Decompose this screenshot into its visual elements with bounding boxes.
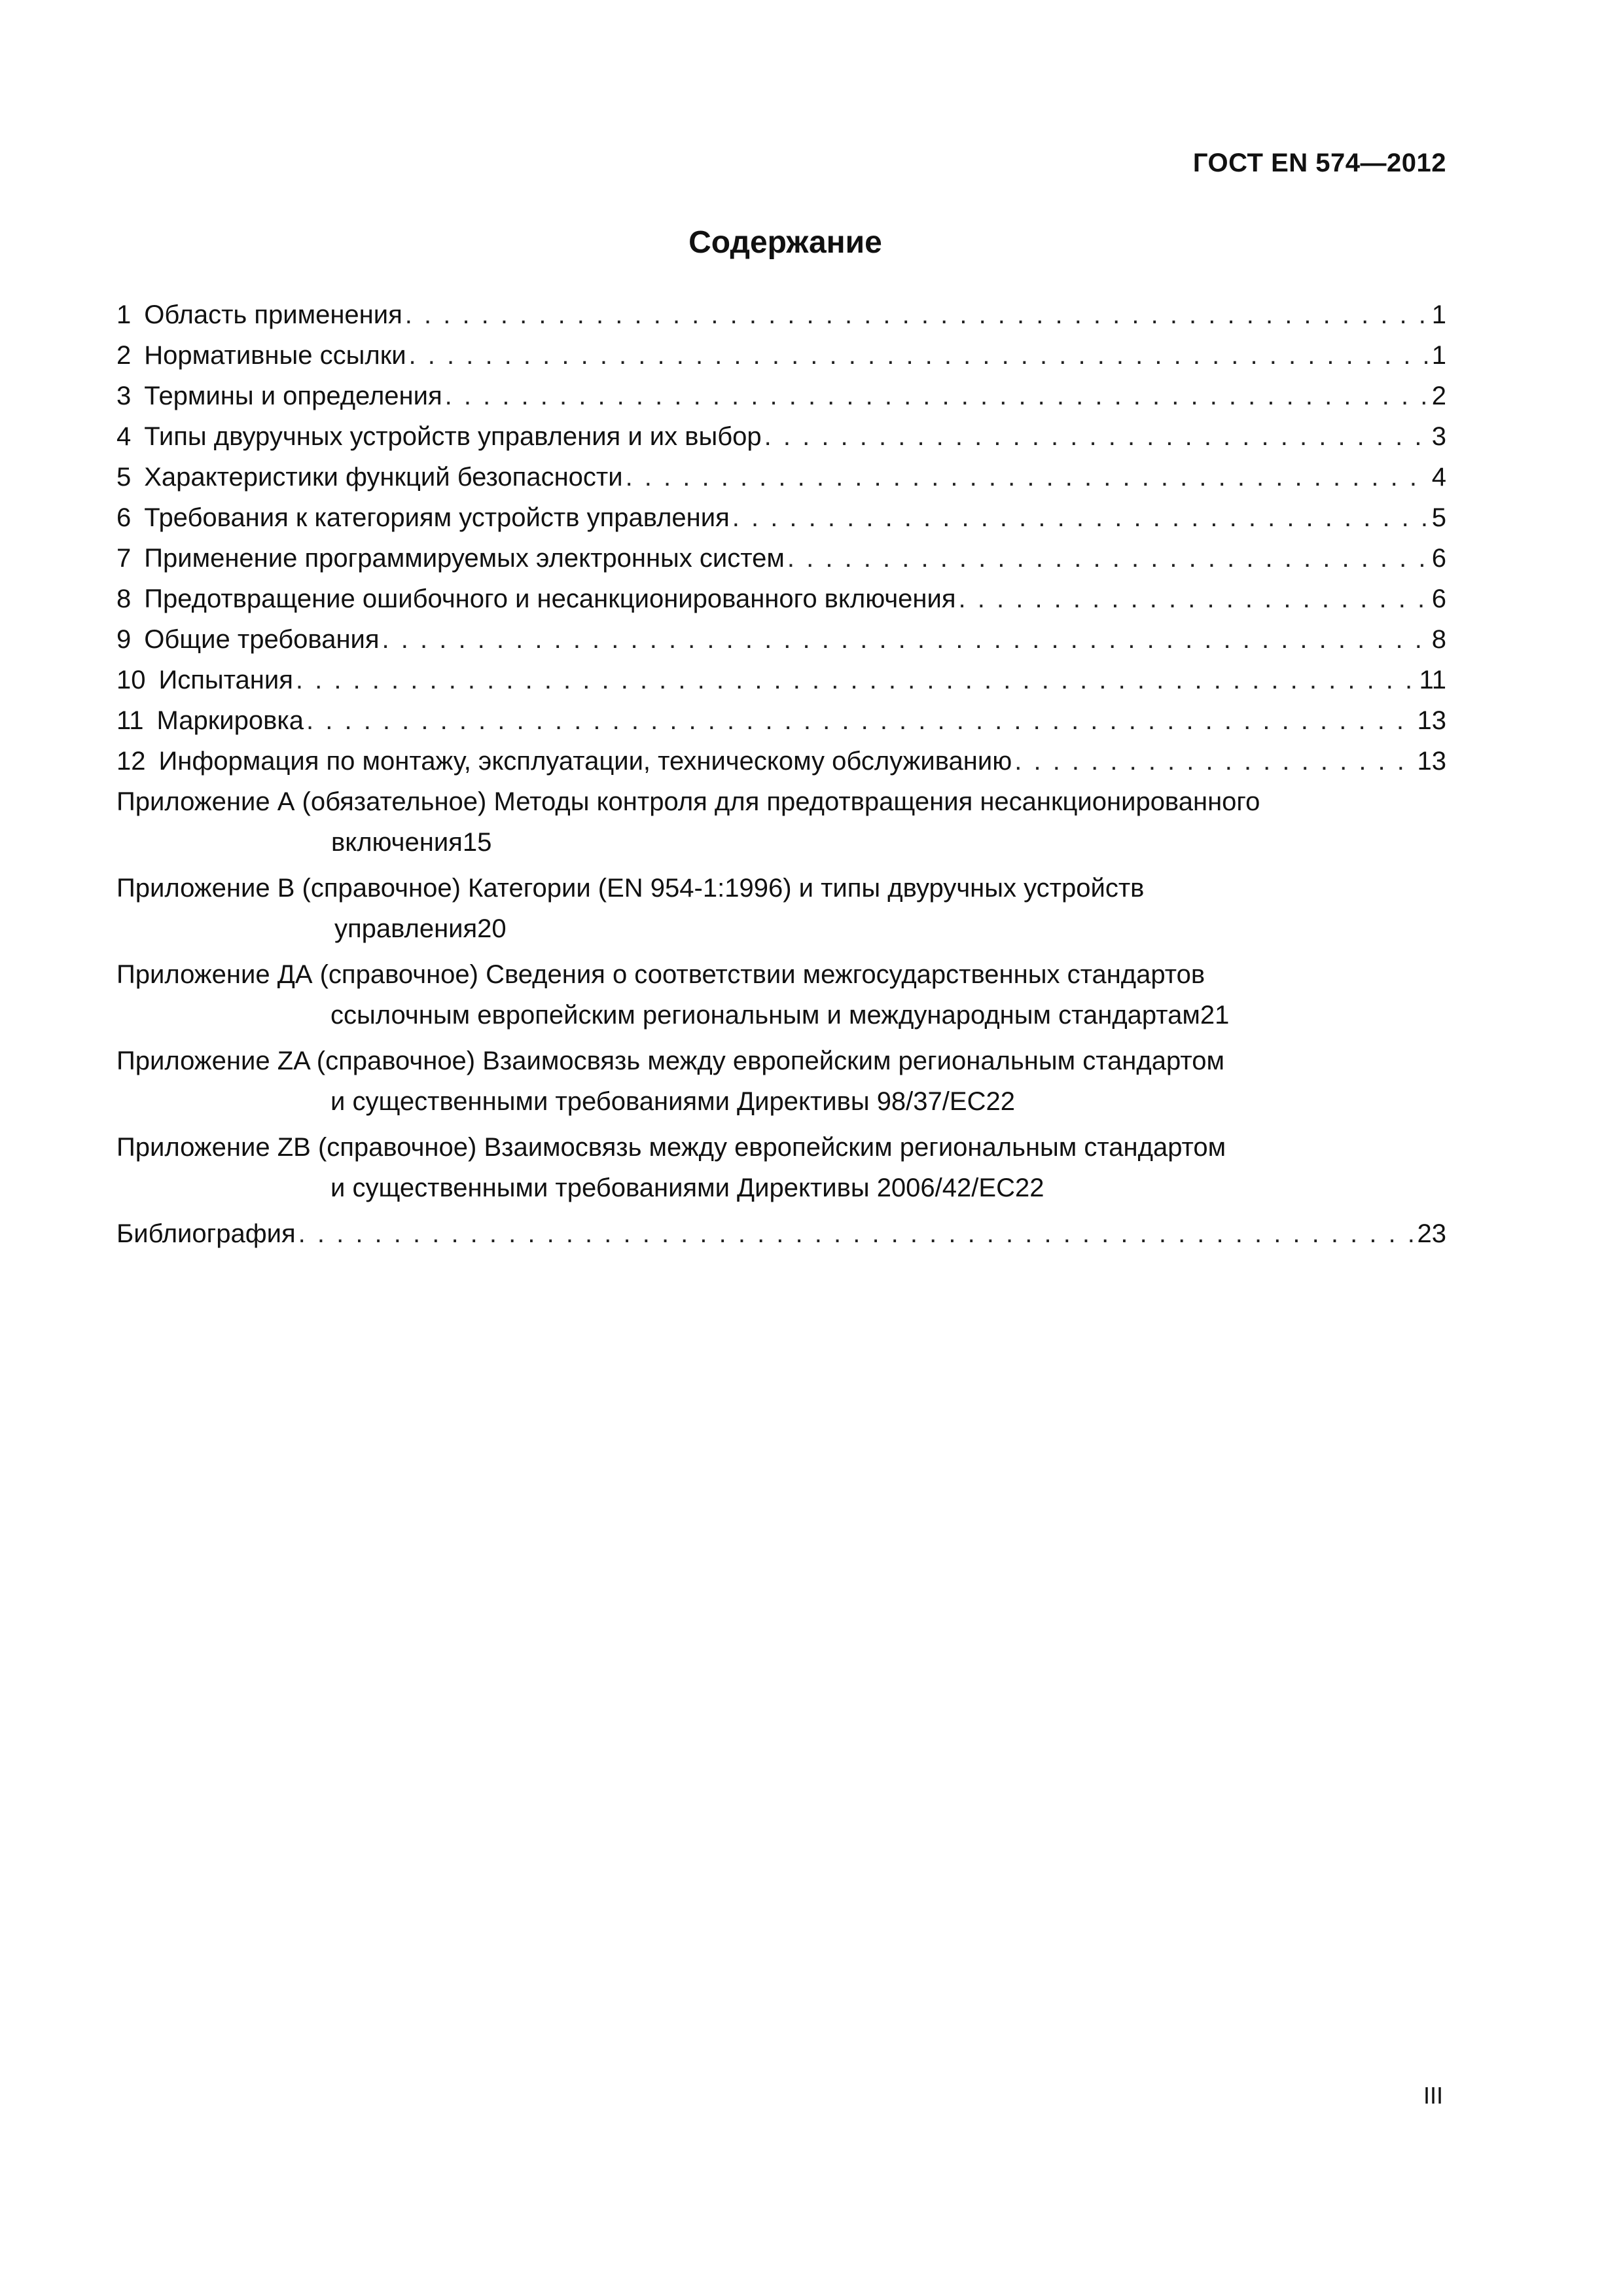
dot-leader [296,660,1417,700]
toc-entry-page: 3 [1431,422,1446,451]
toc-bibliography-entry[interactable] [116,1213,1446,1254]
toc-entry-page: 1 [1431,341,1446,370]
appendix-title: Приложение ДА (справочное) Сведения о соответствии межгосударственных стандартов [116,960,1205,989]
toc-entry-number: 10 [116,666,146,694]
dot-leader [787,538,1429,579]
toc-entry-page: 23 [1417,1219,1446,1248]
dot-leader [959,579,1429,619]
table-of-contents [116,295,1446,1254]
toc-entry-number: 11 [116,706,144,735]
toc-entry-page: 13 [1417,706,1446,735]
appendix-title-continuation: и существенными требованиями Директивы 2006/42/ЕС [330,1174,1015,1202]
page-number: III [1423,2082,1443,2109]
toc-entry-page: 5 [1431,503,1446,532]
dot-leader [409,335,1429,376]
toc-entry-page: 1 [1431,300,1446,329]
toc-entry-page: 21 [1200,1001,1230,1030]
toc-entry-page: 6 [1431,584,1446,613]
toc-entry-page: 20 [477,914,507,943]
toc-entry[interactable] [116,416,1446,457]
toc-entry-number: 4 [116,422,132,451]
toc-entry-number: 8 [116,584,132,613]
toc-entry-page: 4 [1431,463,1446,492]
appendix-title: Приложение В (справочное) Категории (EN 954-1:1996) и типы двуручных устройств [116,874,1145,903]
appendix-title-continuation: и существенными требованиями Директивы 98/37/ЕС [330,1087,986,1116]
toc-entry-number: 6 [116,503,132,532]
appendix-title: Приложение А (обязательное) Методы контроля для предотвращения несанкционированного [116,787,1260,816]
toc-entry-title: Характеристики функций безопасности [144,463,623,492]
appendix-title: Приложение ZB (справочное) Взаимосвязь между европейским региональным стандартом [116,1133,1226,1162]
dot-leader [732,497,1429,538]
toc-entry[interactable] [116,741,1446,781]
dot-leader [306,700,1414,741]
toc-appendix-entry[interactable] [116,954,1446,1035]
document-header: ГОСТ EN 574—2012 [1192,149,1446,177]
dot-leader [764,416,1429,457]
dot-leader [445,376,1429,416]
toc-entry[interactable] [116,660,1446,700]
toc-entry-page: 8 [1431,625,1446,654]
toc-appendix-entry[interactable] [116,781,1446,863]
toc-entry-number: 5 [116,463,132,492]
toc-appendix-entry[interactable] [116,1041,1446,1122]
toc-appendix-entry[interactable] [116,1127,1446,1208]
toc-entry-title: Требования к категориям устройств управления [144,503,730,532]
toc-appendix-entry[interactable] [116,868,1446,949]
toc-entry-title: Область применения [144,300,402,329]
appendix-title-continuation: управления [334,914,478,943]
toc-entry-page: 13 [1417,747,1446,776]
toc-entry[interactable] [116,579,1446,619]
toc-entry-number: 2 [116,341,132,370]
toc-entry[interactable] [116,295,1446,335]
toc-entry[interactable] [116,538,1446,579]
dot-leader [1014,741,1414,781]
toc-entry-page: 6 [1431,544,1446,573]
toc-entry-number: 12 [116,747,146,776]
toc-entry-title: Применение программируемых электронных систем [144,544,785,573]
toc-entry-number: 1 [116,300,132,329]
toc-entry-title: Предотвращение ошибочного и несанкционированного включения [144,584,956,613]
toc-entry[interactable] [116,457,1446,497]
toc-entry-page: 2 [1431,382,1446,410]
dot-leader [298,1213,1415,1254]
appendix-title-continuation: ссылочным европейским региональным и международным стандартам [330,1001,1200,1030]
toc-entry-number: 9 [116,625,132,654]
toc-entry[interactable] [116,700,1446,741]
dot-leader [382,619,1429,660]
dot-leader [626,457,1429,497]
toc-entry-number: 7 [116,544,132,573]
toc-entry-title: Типы двуручных устройств управления и их выбор [144,422,762,451]
toc-entry-title: Общие требования [144,625,380,654]
toc-entry-number: 3 [116,382,132,410]
dot-leader [405,295,1429,335]
toc-entry[interactable] [116,619,1446,660]
toc-entry-title: Термины и определения [144,382,442,410]
toc-entry-title: Информация по монтажу, эксплуатации, техническому обслуживанию [158,747,1012,776]
toc-entry-title: Маркировка [156,706,304,735]
toc-entry-page: 22 [986,1087,1015,1116]
toc-entry[interactable] [116,335,1446,376]
toc-entry-title: Нормативные ссылки [144,341,406,370]
toc-entry-title: Библиография [116,1219,296,1248]
toc-entry-page: 11 [1419,666,1446,694]
toc-entry-page: 22 [1014,1174,1044,1202]
appendix-title: Приложение ZA (справочное) Взаимосвязь между европейским региональным стандартом [116,1047,1224,1075]
appendix-title-continuation: включения [331,828,463,857]
toc-entry-page: 15 [462,828,492,857]
page-title: Содержание [688,225,882,260]
toc-entry[interactable] [116,497,1446,538]
toc-entry-title: Испытания [158,666,293,694]
toc-entry[interactable] [116,376,1446,416]
